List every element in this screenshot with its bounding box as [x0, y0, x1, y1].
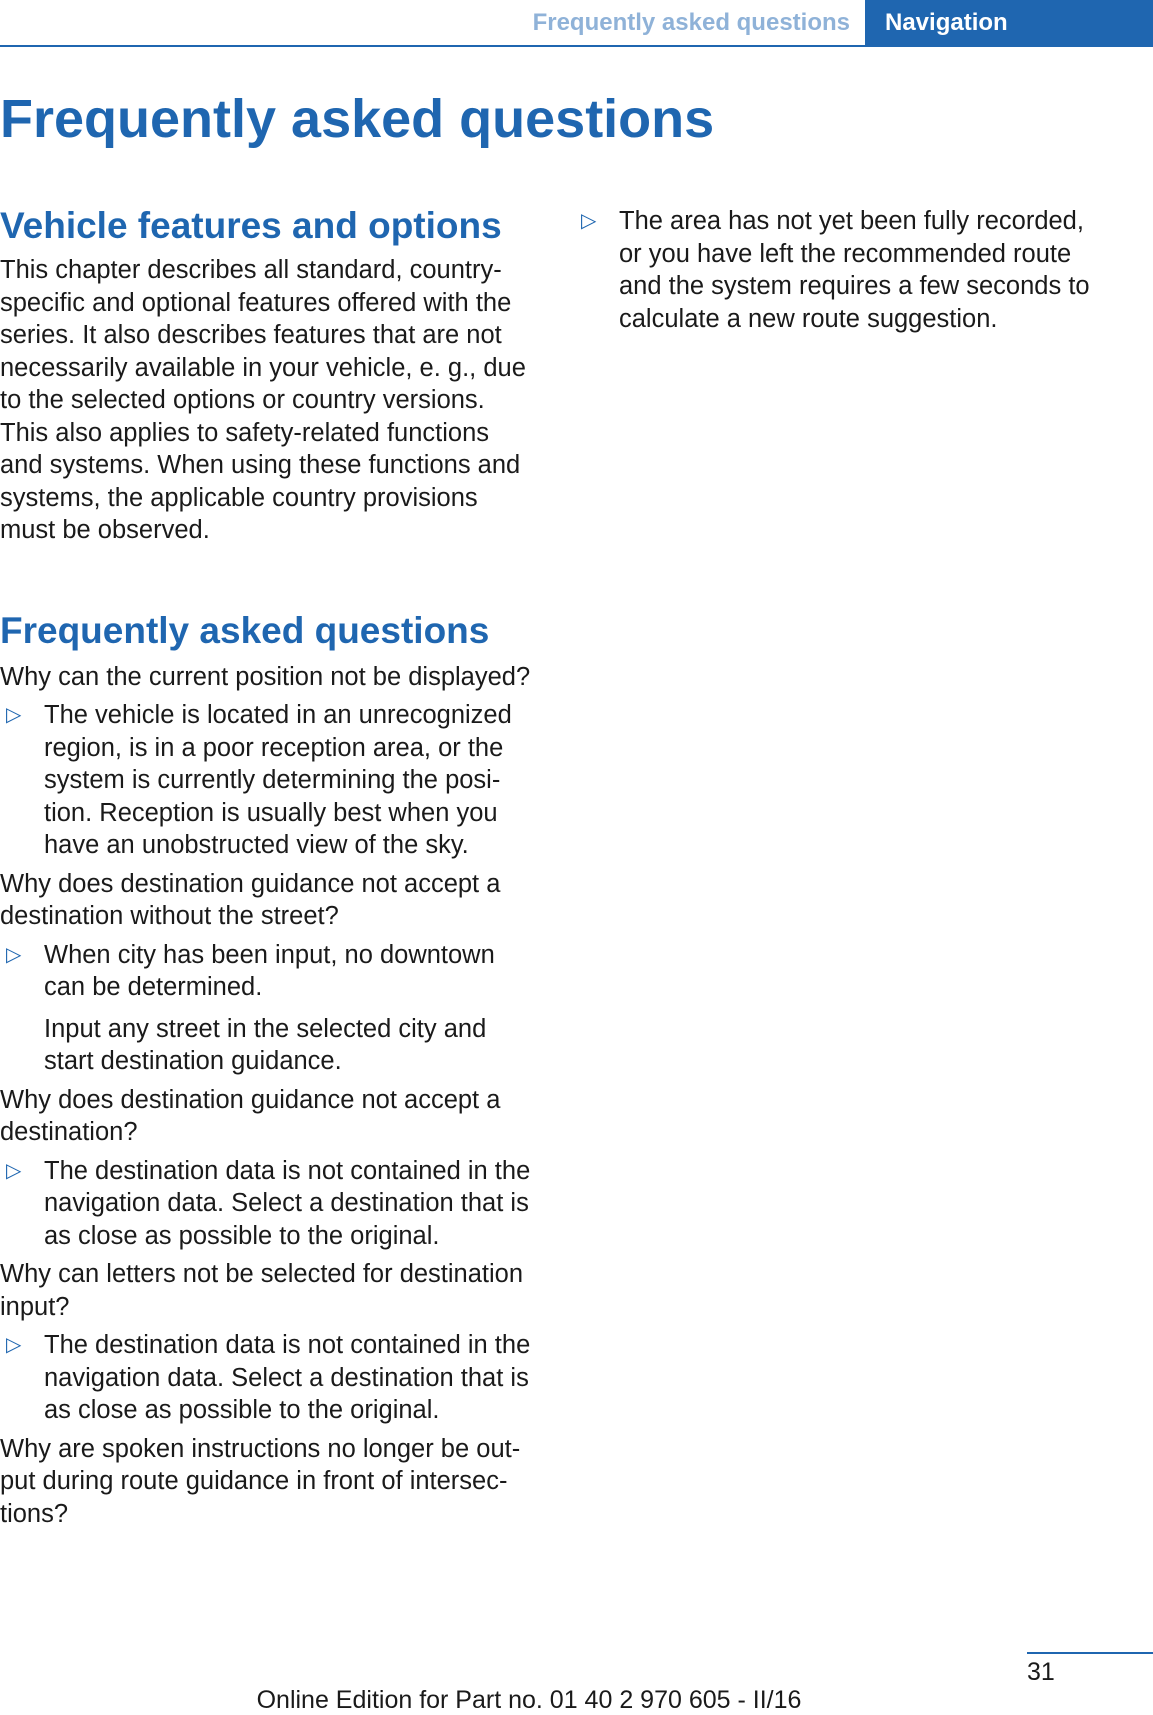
answer-destination-without-street	[0, 939, 540, 1078]
right-column	[575, 205, 1105, 335]
header-tab-navigation[interactable]: Navigation	[865, 0, 1153, 47]
section-body-vehicle-features: This chapter describes all standard, country- specific and optional features offered with the series. It also describes features that are not necessarily available in your vehicle, e. g., due to the selected options or country versions. This also applies to safety-related functions and systems. When using these functions and systems, the applicable country provisions must be observed.	[0, 256, 526, 544]
question-destination-not-accepted: Why does destination guidance not accept a destination?	[0, 1085, 501, 1146]
answer-text: The destination data is not contained in the navigation data. Select a destination that is as close as possible to the original.	[44, 1156, 531, 1250]
bullet-triangle-icon: ▷	[6, 943, 22, 966]
left-column	[0, 202, 540, 1530]
page-number: 31	[1027, 1658, 1055, 1686]
question-spoken-instructions: Why are spoken instructions no longer be out- put during route guidance in front of intersec- tions?	[0, 1434, 521, 1528]
answer-current-position	[0, 699, 540, 862]
footer-edition: Online Edition for Part no. 01 40 2 970 605 - II/16	[256, 1686, 802, 1714]
question-current-position: Why can the current position not be displayed?	[0, 662, 531, 691]
bullet-triangle-icon: ▷	[6, 1159, 22, 1182]
section-heading-vehicle-features: Vehicle features and options	[0, 205, 502, 246]
question-destination-without-street: Why does destination guidance not accept a destination without the street?	[0, 869, 501, 930]
page-title: Frequently asked questions	[0, 89, 715, 149]
bullet-triangle-icon: ▷	[6, 1334, 22, 1356]
answer-letters-not-selectable	[0, 1329, 540, 1427]
answer-text: The vehicle is located in an unrecognized region, is in a poor reception area, or the system is currently determining the posi- tion. Reception is usually best when you have an unobstructed view of the sky.	[44, 701, 512, 859]
header-section-label: Frequently asked questions	[532, 9, 850, 36]
answer-spoken-instructions	[575, 205, 1105, 335]
answer-text: When city has been input, no downtown can be determined.	[44, 940, 495, 1001]
bullet-triangle-icon: ▷	[581, 210, 597, 232]
footer-rule	[1027, 1652, 1153, 1654]
answer-text: The area has not yet been fully recorded, or you have left the recommended route and the system requires a few seconds to calculate a new route suggestion.	[619, 207, 1090, 333]
bullet-triangle-icon: ▷	[6, 704, 22, 726]
question-letters-not-selectable: Why can letters not be selected for destination input?	[0, 1260, 524, 1321]
header-rule	[0, 45, 865, 47]
section-heading-faq: Frequently asked questions	[0, 609, 490, 651]
answer-text-extra: Input any street in the selected city and start destination guidance.	[44, 1014, 487, 1075]
answer-text: The destination data is not contained in the navigation data. Select a destination that is as close as possible to the original.	[44, 1331, 531, 1424]
answer-destination-not-accepted	[0, 1155, 540, 1253]
